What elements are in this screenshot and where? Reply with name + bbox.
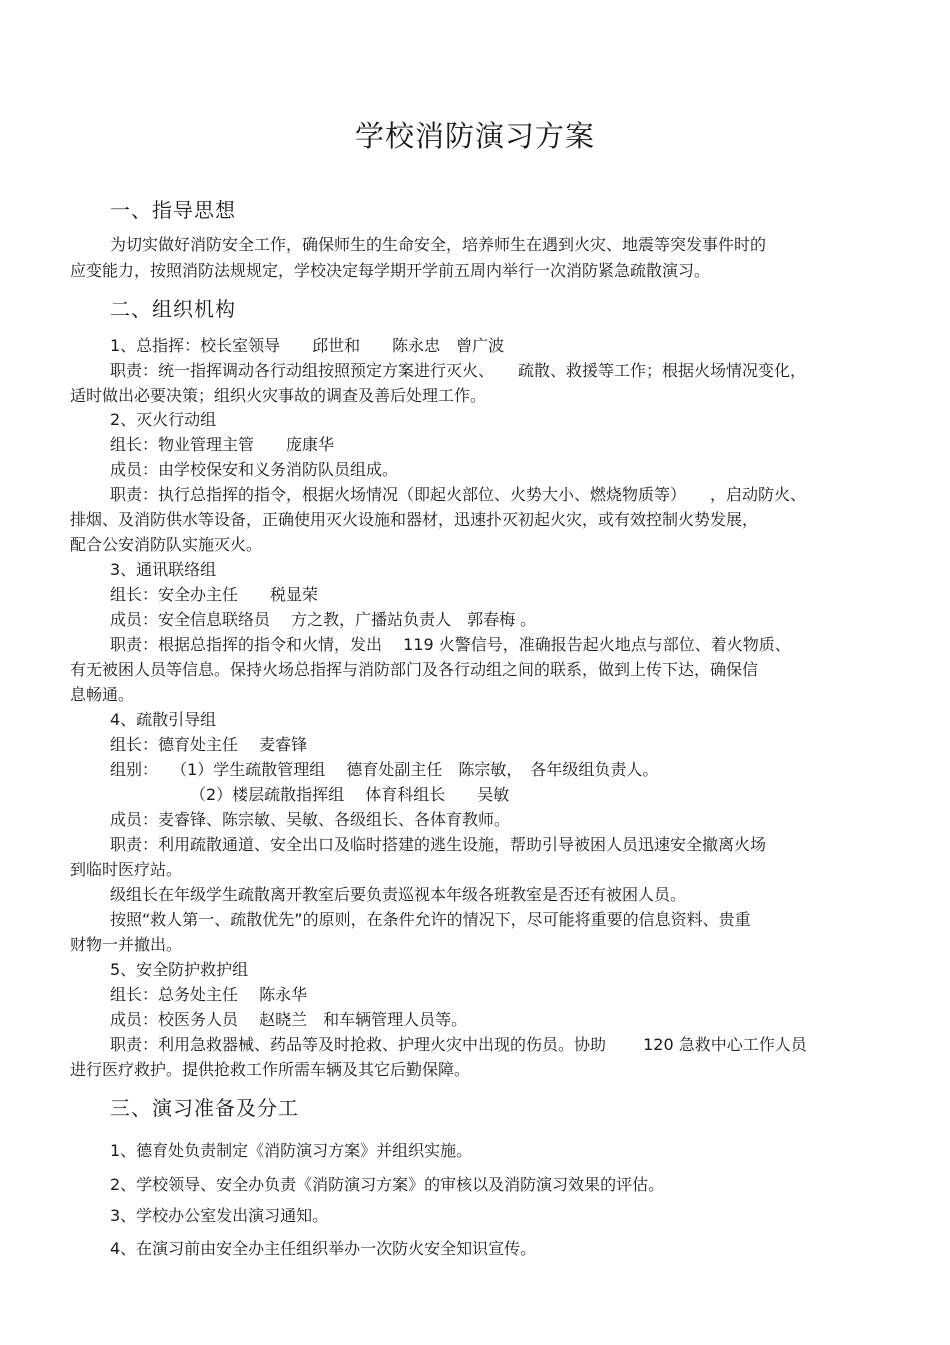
paragraph-line: 组别： （1）学生疏散管理组 德育处副主任 陈宗敏， 各年级组负责人。 (110, 760, 659, 779)
paragraph-line: 职责：统一指挥调动各行动组按照预定方案进行灭火、 疏散、救援等工作；根据火场情况变化， (110, 361, 807, 380)
list-item: 3、学校办公室发出演习通知。 (110, 1206, 329, 1225)
paragraph-line: 职责：利用急救器械、药品等及时抢救、护理火灾中出现的伤员。协助 120 急救中心工作人员 (110, 1035, 807, 1054)
paragraph-line: 排烟、及消防供水等设备，正确使用灭火设施和器材，迅速扑灭初起火灾，或有效控制火势发展， (70, 510, 759, 529)
paragraph-line: 2、灭火行动组 (110, 410, 217, 429)
section-heading-guiding-ideology: 一、指导思想 (110, 198, 236, 222)
paragraph-line: 职责：执行总指挥的指令，根据火场情况（即起火部位、火势大小、燃烧物质等） ，启动防火、 (110, 485, 807, 504)
paragraph-line: 财物一并撤出。 (70, 935, 183, 954)
list-item: 2、学校领导、安全办负责《消防演习方案》的审核以及消防演习效果的评估。 (110, 1175, 665, 1194)
paragraph-line: 1、总指挥：校长室领导 邱世和 陈永忠 曾广波 (110, 336, 505, 355)
paragraph-line: 职责：利用疏散通道、安全出口及临时搭建的逃生设施，帮助引导被困人员迅速安全撤离火场 (110, 835, 767, 854)
paragraph-line: 按照“救人第一、疏散优先”的原则，在条件允许的情况下，尽可能将重要的信息资料、贵重 (110, 910, 751, 929)
paragraph-line: 成员：安全信息联络员 方之教，广播站负责人 郭春梅 。 (110, 610, 537, 629)
paragraph-line: 组长：总务处主任 陈永华 (110, 985, 308, 1004)
paragraph-line: 组长：物业管理主管 庞康华 (110, 435, 335, 454)
document-title: 学校消防演习方案 (354, 119, 595, 153)
paragraph-line: 4、疏散引导组 (110, 710, 217, 729)
paragraph-line: 级组长在年级学生疏散离开教室后要负责巡视本年级各班教室是否还有被困人员。 (110, 885, 687, 904)
list-item: 4、在演习前由安全办主任组织举办一次防火安全知识宣传。 (110, 1239, 537, 1258)
paragraph-line: 适时做出必要决策；组织火灾事故的调查及善后处理工作。 (70, 386, 487, 405)
paragraph-line: 为切实做好消防安全工作，确保师生的生命安全，培养师生在遇到火灾、地震等突发事件时的 (110, 235, 767, 254)
paragraph-line: 成员：校医务人员 赵晓兰 和车辆管理人员等。 (110, 1010, 468, 1029)
paragraph-line: 配合公安消防队实施灭火。 (70, 535, 263, 554)
paragraph-line: 有无被困人员等信息。保持火场总指挥与消防部门及各行动组之间的联系，做到上传下达，确保信 (70, 660, 759, 679)
paragraph-line: 进行医疗救护。提供抢救工作所需车辆及其它后勤保障。 (70, 1060, 471, 1079)
paragraph-line: 成员：麦睿锋、陈宗敏、吴敏、各级组长、各体育教师。 (110, 810, 511, 829)
section-heading-organization: 二、组织机构 (110, 297, 236, 321)
paragraph-line: 3、通讯联络组 (110, 560, 217, 579)
paragraph-line: 到临时医疗站。 (70, 860, 183, 879)
list-item: 1、德育处负责制定《消防演习方案》并组织实施。 (110, 1141, 473, 1160)
paragraph-line: 成员：由学校保安和义务消防队员组成。 (110, 460, 399, 479)
paragraph-line: 职责：根据总指挥的指令和火情，发出 119 火警信号，准确报告起火地点与部位、着火物质、 (110, 635, 791, 654)
paragraph-line: 5、安全防护救护组 (110, 960, 249, 979)
paragraph-line: 组长：安全办主任 税显荣 (110, 585, 319, 604)
section-heading-preparation: 三、演习准备及分工 (110, 1096, 299, 1120)
paragraph-line: 组长：德育处主任 麦睿锋 (110, 735, 308, 754)
paragraph-line: 息畅通。 (70, 685, 135, 704)
paragraph-line: （2）楼层疏散指挥组 体育科组长 吴敏 (190, 785, 510, 804)
paragraph-line: 应变能力，按照消防法规规定，学校决定每学期开学前五周内举行一次消防紧急疏散演习。 (70, 261, 711, 280)
